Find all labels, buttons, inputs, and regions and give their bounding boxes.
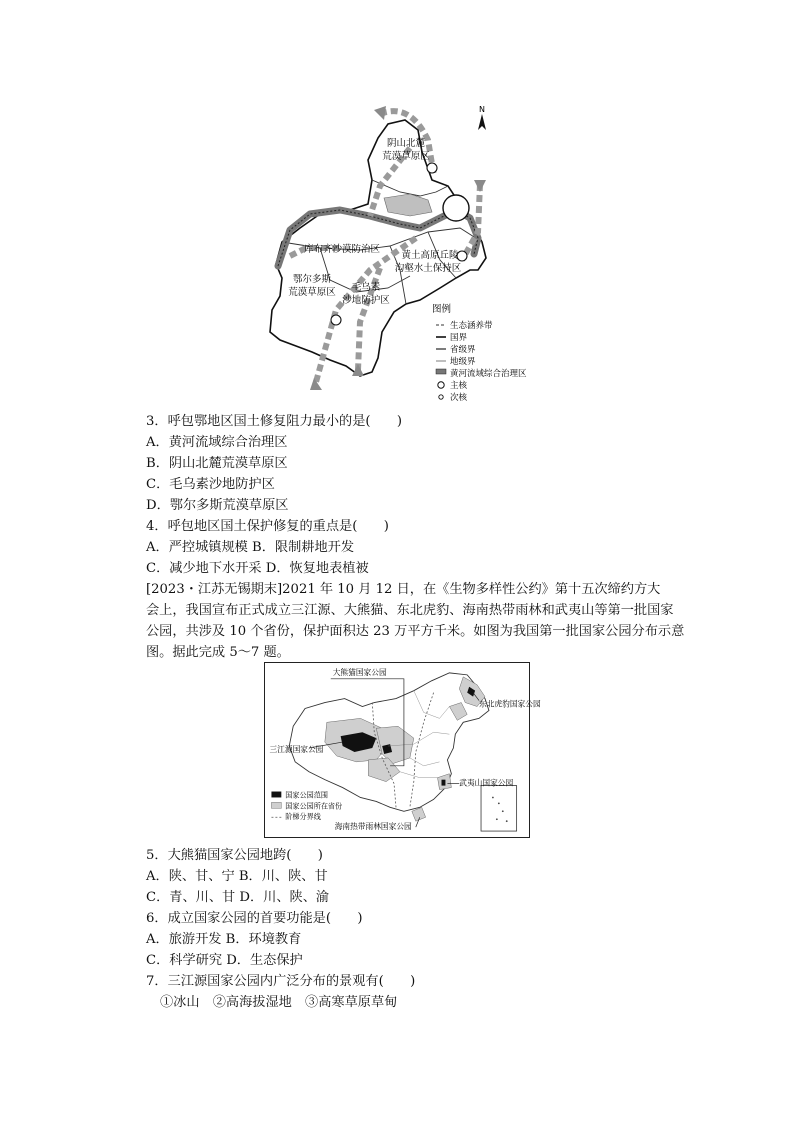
question-3-option-c: C．毛乌素沙地防护区 — [146, 477, 275, 492]
svg-text:主核: 主核 — [450, 381, 468, 391]
svg-text:地级界: 地级界 — [450, 357, 476, 367]
label-sanjiangyuan-park: 三江源国家公园 — [269, 744, 324, 754]
main-core-marker — [443, 195, 469, 221]
question-7-statements: ①冰山 ②高海拔湿地 ③高寒草原草甸 — [160, 995, 398, 1010]
question-4-stem: 4．呼包地区国土保护修复的重点是( ) — [146, 519, 389, 534]
question-6-options-cd: C．科学研究 D．生态保护 — [146, 953, 303, 968]
region-label-maowusu: 毛乌素 — [351, 282, 381, 293]
label-panda-park: 大熊猫国家公园 — [332, 667, 387, 677]
region-label-yinshan: 阴山北麓 — [386, 138, 426, 149]
national-parks-map — [264, 662, 541, 838]
question-3-stem: 3．呼包鄂地区国土修复阻力最小的是( ) — [146, 414, 403, 429]
question-3-option-a: A．黄河流域综合治理区 — [146, 435, 288, 450]
question-3-option-d: D．鄂尔多斯荒漠草原区 — [146, 498, 289, 513]
north-arrow-icon — [478, 105, 486, 130]
region-label-ordos: 荒漠草原区 — [288, 287, 336, 298]
question-4-options-ab: A．严控城镇规模 B．限制耕地开发 — [146, 540, 355, 555]
region-label-kubuqi: 库布齐沙漠防治区 — [303, 244, 381, 255]
label-tiger-park: 东北虎豹国家公园 — [479, 699, 541, 709]
svg-text:生态涵养带: 生态涵养带 — [450, 321, 493, 331]
region-label-yinshan: 荒漠草原区 — [382, 151, 430, 162]
region-label-ordos: 鄂尔多斯 — [292, 274, 332, 285]
sub-core-marker — [331, 315, 341, 325]
svg-text:N: N — [479, 105, 485, 114]
svg-text:国界: 国界 — [450, 333, 468, 343]
question-5-stem: 5．大熊猫国家公园地跨( ) — [146, 848, 323, 863]
passage-line-4: 图。据此完成 5～7 题。 — [146, 645, 290, 660]
svg-text:阶梯分界线: 阶梯分界线 — [285, 812, 321, 822]
question-5-options-ab: A．陕、甘、宁 B．川、陕、甘 — [146, 869, 328, 884]
question-6-options-ab: A．旅游开发 B．环境教育 — [146, 932, 302, 947]
svg-text:省级界: 省级界 — [450, 345, 476, 355]
svg-text:图例: 图例 — [432, 304, 452, 315]
south-sea-inset — [481, 786, 517, 831]
map2-legend — [271, 790, 342, 821]
passage-line-1: [2023・江苏无锡期末]2021 年 10 月 12 日，在《生物多样性公约》第十五次缔约方大 — [146, 582, 661, 597]
svg-text:国家公园所在省份: 国家公园所在省份 — [285, 801, 343, 811]
svg-text:国家公园范围: 国家公园范围 — [285, 790, 328, 800]
question-5-options-cd: C．青、川、甘 D．川、陕、渝 — [146, 890, 330, 905]
region-label-loess: 沟壑水土保持区 — [394, 263, 462, 274]
svg-text:次核: 次核 — [450, 393, 468, 403]
region-label-loess: 黄土高原丘陵 — [401, 250, 459, 261]
question-4-options-cd: C．减少地下水开采 D．恢复地表植被 — [146, 561, 369, 576]
label-hainan-park: 海南热带雨林国家公园 — [334, 822, 412, 832]
question-3-option-b: B．阴山北麓荒漠草原区 — [146, 456, 288, 471]
map1-legend — [432, 303, 527, 403]
passage-line-3: 公园，共涉及 10 个省份，保护面积达 23 万平方千米。如图为我国第一批国家公园分布示意 — [146, 624, 685, 639]
passage-line-2: 会上，我国宣布正式成立三江源、大熊猫、东北虎豹、海南热带雨林和武夷山等第一批国家 — [146, 603, 674, 618]
region-label-maowusu: 沙地防护区 — [342, 295, 390, 306]
question-7-stem: 7．三江源国家公园内广泛分布的景观有( ) — [146, 974, 416, 989]
hubaoe-region-map — [260, 100, 570, 403]
sub-core-marker — [427, 163, 437, 173]
label-wuyishan-park: 武夷山国家公园 — [459, 778, 514, 788]
question-6-stem: 6．成立国家公园的首要功能是( ) — [146, 911, 363, 926]
svg-text:黄河流域综合治理区: 黄河流域综合治理区 — [450, 369, 527, 379]
